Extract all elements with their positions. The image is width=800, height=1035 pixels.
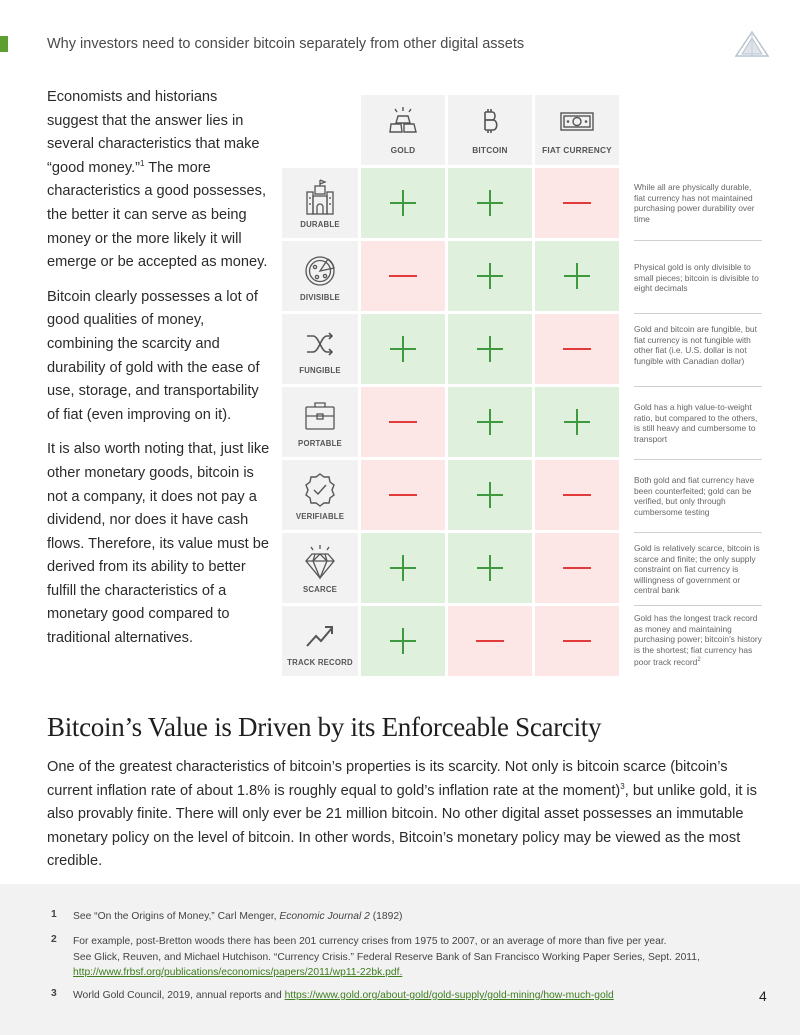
column-header-fiat (535, 95, 619, 165)
plus-mark (564, 263, 590, 289)
cell-durable-fiat (535, 168, 619, 238)
cell-track-record-gold (361, 606, 445, 676)
cell-portable-gold (361, 387, 445, 457)
row-note-verifiable: Both gold and fiat currency have been counterfeited; gold can be verified, but only through cumbersome testing (634, 475, 755, 517)
triangle-logo-icon (734, 30, 770, 58)
cell-portable-fiat (535, 387, 619, 457)
row-header-scarce (282, 533, 358, 603)
row-header-track-record (282, 606, 358, 676)
cell-verifiable-gold (361, 460, 445, 530)
page-header (0, 30, 800, 62)
cell-durable-gold (361, 168, 445, 238)
bitcoin-icon (476, 106, 504, 136)
column-header-gold (361, 95, 445, 165)
note-divider (634, 313, 762, 314)
footnote-1: See “On the Origins of Money,” Carl Menger, Economic Journal 2 (1892) (73, 911, 403, 922)
castle-icon (303, 178, 337, 218)
intro-paragraph-2: Bitcoin clearly possesses a lot of good qualities of money, combining the scarcity and durability of gold with the ease of use, storage, and transportability of fiat (even improving on it). (47, 288, 260, 423)
verified-badge-icon (303, 470, 337, 510)
note-divider (634, 386, 762, 387)
column-label: GOLD (390, 145, 416, 155)
footnote-number: 2 (51, 934, 57, 945)
row-note-track-record: Gold has the longest track record as money and maintaining purchasing power; bitcoin’s history is the shortest; fiat currency has poor track record$^2$ (634, 613, 762, 668)
minus-mark (563, 640, 591, 642)
footnote-3: World Gold Council, 2019, annual reports and https://www.gold.org/about-gold/gold-supply/gold-mining/how-much-gold (73, 990, 614, 1001)
minus-mark (389, 421, 417, 423)
cell-divisible-fiat (535, 241, 619, 311)
row-note-divisible: Physical gold is only divisible to small pieces; bitcoin is divisible to eight decimals (634, 262, 759, 294)
page-number: 4 (759, 988, 767, 1004)
row-label: VERIFIABLE (295, 512, 345, 521)
banknote-icon (560, 106, 594, 136)
cell-track-record-fiat (535, 606, 619, 676)
row-label: PORTABLE (298, 439, 342, 448)
plus-mark (390, 336, 416, 362)
frbsf-link[interactable]: http://www.frbsf.org/publications/economics/papers/2011/wp11-22bk.pdf. (73, 967, 403, 978)
column-label: BITCOIN (472, 145, 508, 155)
row-header-portable (282, 387, 358, 457)
cell-scarce-gold (361, 533, 445, 603)
cell-verifiable-bitcoin (448, 460, 532, 530)
row-label: FUNGIBLE (299, 366, 341, 375)
row-label: DURABLE (300, 220, 340, 229)
row-header-verifiable (282, 460, 358, 530)
cell-scarce-bitcoin (448, 533, 532, 603)
cell-fungible-gold (361, 314, 445, 384)
plus-mark (390, 555, 416, 581)
plus-mark (477, 409, 503, 435)
row-header-fungible (282, 314, 358, 384)
cell-fungible-bitcoin (448, 314, 532, 384)
plus-mark (477, 555, 503, 581)
section-title: Bitcoin’s Value is Driven by its Enforceable Scarcity (47, 712, 602, 742)
intro-paragraph-1: Economists and historians suggest that the answer lies in several characteristics that make “good money.”$^1$ The more characteristics a good possesses, the better it can serve as being money or the more likely it will emerge or be accepted as money. (47, 89, 268, 271)
cell-fungible-fiat (535, 314, 619, 384)
plus-mark (477, 263, 503, 289)
trend-up-icon (303, 616, 337, 656)
column-label: FIAT CURRENCY (542, 145, 612, 155)
row-note-scarce: Gold is relatively scarce, bitcoin is scarce and finite; the only supply constraint on fiat currency is willingness of government or central bank (634, 543, 760, 596)
cell-divisible-gold (361, 241, 445, 311)
gold-bars-icon (389, 106, 417, 136)
minus-mark (389, 494, 417, 496)
header-accent-bar (0, 36, 8, 52)
row-header-divisible (282, 241, 358, 311)
row-label: TRACK RECORD (287, 658, 353, 667)
minus-mark (563, 202, 591, 204)
row-label: SCARCE (302, 585, 338, 594)
cell-track-record-bitcoin (448, 606, 532, 676)
row-header-durable (282, 168, 358, 238)
plus-mark (477, 190, 503, 216)
row-note-portable: Gold has a high value-to-weight ratio, but compared to the others, is still heavy and cumbersome to transport (634, 402, 758, 444)
plus-mark (477, 336, 503, 362)
row-label: DIVISIBLE (300, 293, 340, 302)
row-note-fungible: Gold and bitcoin are fungible, but fiat currency is not fungible with other fiat (i.e. U.S. dollar is not fungible with Canadian dollar) (634, 324, 757, 366)
cell-verifiable-fiat (535, 460, 619, 530)
cell-portable-bitcoin (448, 387, 532, 457)
note-divider (634, 605, 762, 606)
pizza-icon (303, 251, 337, 291)
plus-mark (564, 409, 590, 435)
footnote-2: For example, post-Bretton woods there has been 201 currency crises from 1975 to 2007, or an average of more than five per year. See Glick, Reuven, and Michael Hutchison. “Currency Crisis.” Federal Reserve Bank of San Francisco Working Paper Series, Sept. 2011, http://www.frbsf.org/publications/economics/papers/2011/wp11-22bk.pdf. (73, 936, 700, 978)
minus-mark (563, 348, 591, 350)
footnote-number: 1 (51, 909, 57, 920)
plus-mark (390, 190, 416, 216)
intro-paragraph-3: It is also worth noting that, just like other monetary goods, bitcoin is not a company, it does not pay a dividend, nor does it have cash flows. Therefore, its value must be derived from its ability to better fulfill the characteristics of a monetary good compared to traditional alternatives. (47, 441, 270, 647)
minus-mark (563, 494, 591, 496)
plus-mark (390, 628, 416, 654)
cell-divisible-bitcoin (448, 241, 532, 311)
gold-org-link[interactable]: https://www.gold.org/about-gold/gold-supply/gold-mining/how-much-gold (284, 990, 614, 1001)
row-note-durable: While all are physically durable, fiat currency has not maintained purchasing power durability over time (634, 182, 755, 224)
section-body: One of the greatest characteristics of bitcoin’s properties is its scarcity. Not only is bitcoin scarce (bitcoin’s current inflation rate of about 1.8% is roughly equal to gold’s inflation rate at the moment)$^3$, but unlike gold, it is also provably finite. There will only ever be 21 million bitcoin. No other digital asset possesses an immutable monetary policy on the level of bitcoin. In other words, Bitcoin’s monetary policy may be viewed as the most credible. (47, 759, 757, 870)
header-title: Why investors need to consider bitcoin separately from other digital assets (47, 36, 525, 52)
cell-scarce-fiat (535, 533, 619, 603)
minus-mark (389, 275, 417, 277)
briefcase-icon (303, 397, 337, 437)
cell-durable-bitcoin (448, 168, 532, 238)
minus-mark (563, 567, 591, 569)
minus-mark (476, 640, 504, 642)
plus-mark (477, 482, 503, 508)
note-divider (634, 532, 762, 533)
note-divider (634, 240, 762, 241)
note-divider (634, 459, 762, 460)
column-header-bitcoin (448, 95, 532, 165)
shuffle-icon (303, 324, 337, 364)
diamond-icon (303, 543, 337, 583)
footnote-number: 3 (51, 988, 57, 999)
intro-text-column (47, 86, 272, 662)
